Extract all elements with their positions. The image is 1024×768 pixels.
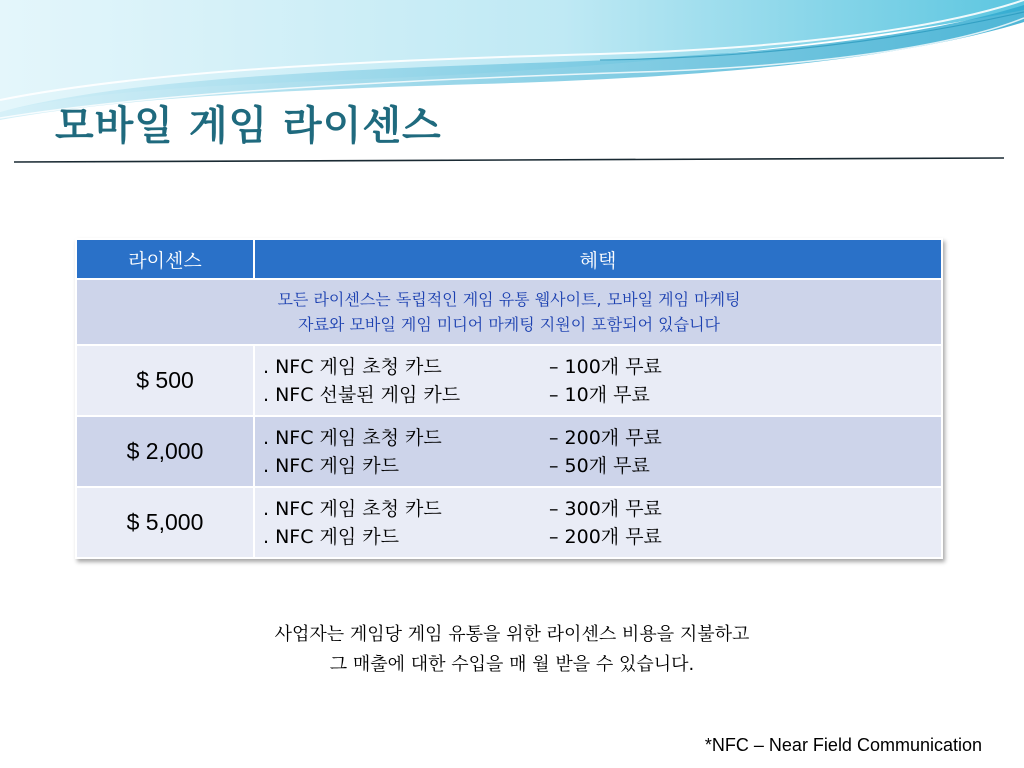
license-note-line-2: 자료와 모바일 게임 미디어 마케팅 지원이 포함되어 있습니다 [297,315,720,334]
price-cell: $ 5,000 [76,487,254,558]
title-divider [0,155,1024,165]
table-row [76,487,942,558]
license-note-line-1: 모든 라이센스는 독립적인 게임 유통 웹사이트, 모바일 게임 마케팅 [277,290,741,309]
table-header-row [76,239,942,279]
summary-line-2: 그 매출에 대한 수입을 매 월 받을 수 있습니다. [329,654,695,675]
benefit-item: . NFC 게임 초청 카드 [263,497,442,520]
benefit-line [263,424,941,452]
benefit-quantity: – 200개 무료 [549,426,662,449]
summary-line-1: 사업자는 게임당 게임 유통을 위한 라이센스 비용을 지불하고 [274,624,750,645]
benefit-quantity: – 200개 무료 [549,525,662,548]
benefit-item: . NFC 선불된 게임 카드 [263,383,461,406]
benefit-line [263,452,941,480]
benefit-line [263,523,941,551]
footnote: *NFC – Near Field Communication [704,735,982,755]
benefit-quantity: – 50개 무료 [549,454,650,477]
table-row [76,416,942,487]
benefit-quantity: – 10개 무료 [549,383,650,406]
header-license: 라이센스 [76,239,254,279]
table-note-row [76,279,942,345]
benefit-item: . NFC 게임 초청 카드 [263,355,442,378]
benefit-cell [254,487,942,558]
benefit-item: . NFC 게임 초청 카드 [263,426,442,449]
benefit-cell [254,416,942,487]
benefit-cell [254,345,942,416]
benefit-item: . NFC 게임 카드 [263,454,399,477]
table-row [76,345,942,416]
license-note [76,279,942,345]
benefit-line [263,353,941,381]
benefit-quantity: – 100개 무료 [549,355,662,378]
benefit-item: . NFC 게임 카드 [263,525,399,548]
price-cell: $ 500 [76,345,254,416]
benefit-quantity: – 300개 무료 [549,497,662,520]
license-table [75,238,943,559]
header-benefit: 혜택 [254,239,942,279]
price-cell: $ 2,000 [76,416,254,487]
slide-title: 모바일 게임 라이센스 [55,103,442,149]
benefit-line [263,495,941,523]
summary-text [0,620,1024,680]
benefit-line [263,381,941,409]
